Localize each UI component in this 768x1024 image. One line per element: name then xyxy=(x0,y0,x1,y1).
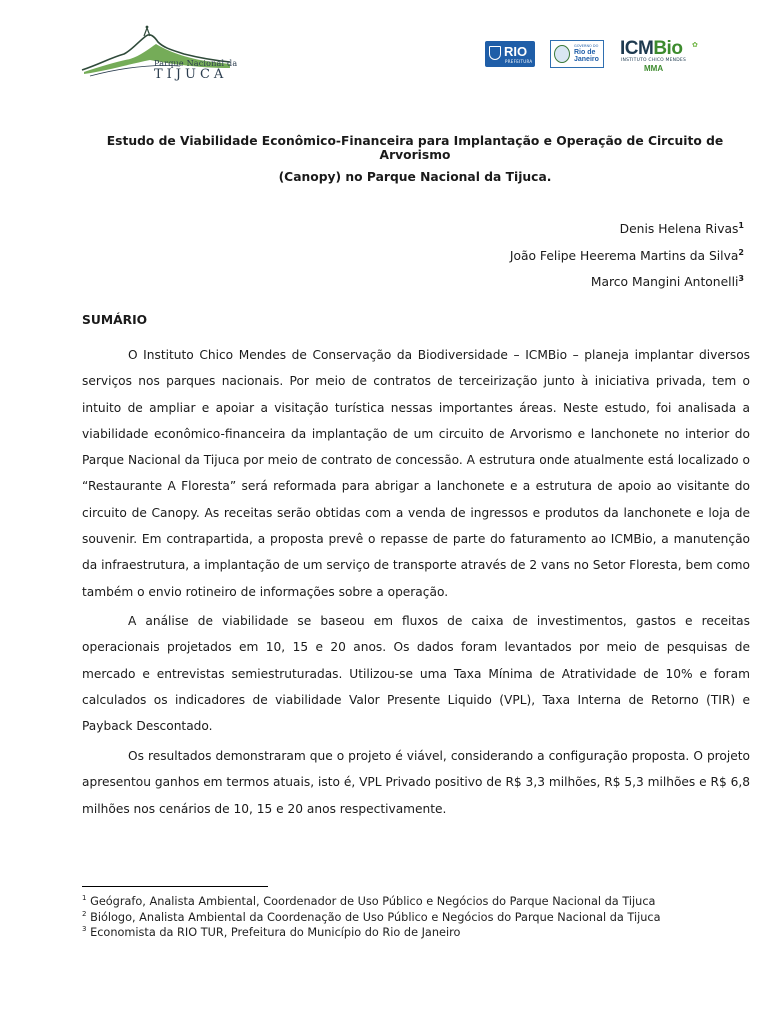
body-paragraph-2: A análise de viabilidade se baseou em fluxos de caixa de investimentos, gastos e receitas operacionais projetados em 10, 15 e 20 anos. Os dados foram levantados por meio de pesquisas de mercado e entrevistas semiestruturadas. Utilizou-se uma Taxa Mínima de Atratividade de 10% e foram calculados os indicadores de viabilidade Valor Presente Liquido (VPL), Taxa Interna de Retorno (TIR) e Payback Descontado. xyxy=(82,614,750,734)
footnote-number: 3 xyxy=(82,925,87,934)
rj-logo-name: Rio de Janeiro xyxy=(574,49,599,63)
tijuca-park-logo xyxy=(80,24,240,80)
rio-prefeitura-logo xyxy=(485,41,535,67)
body-paragraph-1: O Instituto Chico Mendes de Conservação da Biodiversidade – ICMBio – planeja implantar diversos serviços nos parques nacionais. Por meio de contratos de terceirização junto à iniciativa privada, tem o intuito de ampliar e apoiar a visitação turística nessas importantes áreas. Neste estudo, foi analisada a viabilidade econômico-financeira da implantação de um circuito de Arvorismo e lanchonete no interior do Parque Nacional da Tijuca por meio de contrato de concessão. A estrutura onde atualmente está localizado o “Restaurante A Floresta” será reformada para abrigar a lanchonete e a estrutura de apoio ao visitante do circuito de Canopy. As receitas serão obtidas com a venda de ingressos e produtos da lanchonete e loja de souvenir. Em contrapartida, a proposta prevê o repasse de parte do faturamento ao ICMBio, a manutenção da infraestrutura, a implantação de um serviço de transporte através de 2 vans no Setor Floresta, bem como também o envio rotineiro de informações sobre a operação. xyxy=(82,348,750,599)
state-crest-icon xyxy=(554,45,570,63)
rio-emblem-icon xyxy=(489,46,501,60)
footnote-text: Biólogo, Analista Ambiental da Coordenação de Uso Público e Negócios do Parque Nacional da Tijuca xyxy=(90,910,661,924)
footnote-2 xyxy=(82,910,661,926)
icmbio-logo-subtitle: INSTITUTO CHICO MENDES xyxy=(621,58,687,63)
rio-de-janeiro-state-logo xyxy=(550,40,604,68)
document-title-line-1: Estudo de Viabilidade Econômico-Financeira para Implantação e Operação de Circuito de Arvorismo xyxy=(106,134,724,162)
author-name: João Felipe Heerema Martins da Silva xyxy=(509,249,739,263)
rio-logo-text: RIO xyxy=(504,44,528,59)
author-3 xyxy=(591,275,744,289)
icmbio-logo xyxy=(620,38,704,74)
footnote-1 xyxy=(82,894,661,910)
author-name: Marco Mangini Antonelli xyxy=(590,275,739,289)
author-footnote-ref: 1 xyxy=(738,220,744,230)
document-title-line-2: (Canopy) no Parque Nacional da Tijuca. xyxy=(278,170,552,184)
body-paragraph-3: Os resultados demonstraram que o projeto é viável, considerando a configuração proposta. O projeto apresentou ganhos em termos atuais, isto é, VPL Privado positivo de R$ 3,3 milhões, R$ 5,3 milhões e R$ 6,8 milhões nos cenários de 10, 15 e 20 anos respectivamente. xyxy=(82,749,750,816)
footnote-number: 2 xyxy=(82,909,87,918)
icmbio-suffix: Bio xyxy=(653,38,683,59)
rj-logo-top: GOVERNO DO xyxy=(574,44,599,48)
author-1 xyxy=(620,222,744,236)
icmbio-logo-text xyxy=(620,38,682,60)
author-2 xyxy=(510,249,744,263)
footnote-text: Geógrafo, Analista Ambiental, Coordenador de Uso Público e Negócios do Parque Nacional da Tijuca xyxy=(90,895,656,908)
tijuca-logo-name: TIJUCA xyxy=(154,67,228,82)
mma-logo-text: MMA xyxy=(644,64,664,73)
author-footnote-ref: 2 xyxy=(738,247,744,257)
footnote-number: 1 xyxy=(82,894,87,903)
footnote-divider xyxy=(82,886,268,887)
leaf-icon: ✿ xyxy=(692,41,698,49)
footnote-3 xyxy=(82,925,661,941)
author-name: Denis Helena Rivas xyxy=(619,222,739,236)
author-footnote-ref: 3 xyxy=(738,273,744,283)
footnote-text: Economista da RIO TUR, Prefeitura do Município do Rio de Janeiro xyxy=(90,926,461,939)
rio-logo-subtext: PREFEITURA xyxy=(505,59,533,64)
footnotes xyxy=(82,894,661,941)
icmbio-prefix: ICM xyxy=(620,38,654,59)
tijuca-logo-subtitle: Parque Nacional da xyxy=(154,59,238,68)
section-heading: SUMÁRIO xyxy=(82,313,148,327)
